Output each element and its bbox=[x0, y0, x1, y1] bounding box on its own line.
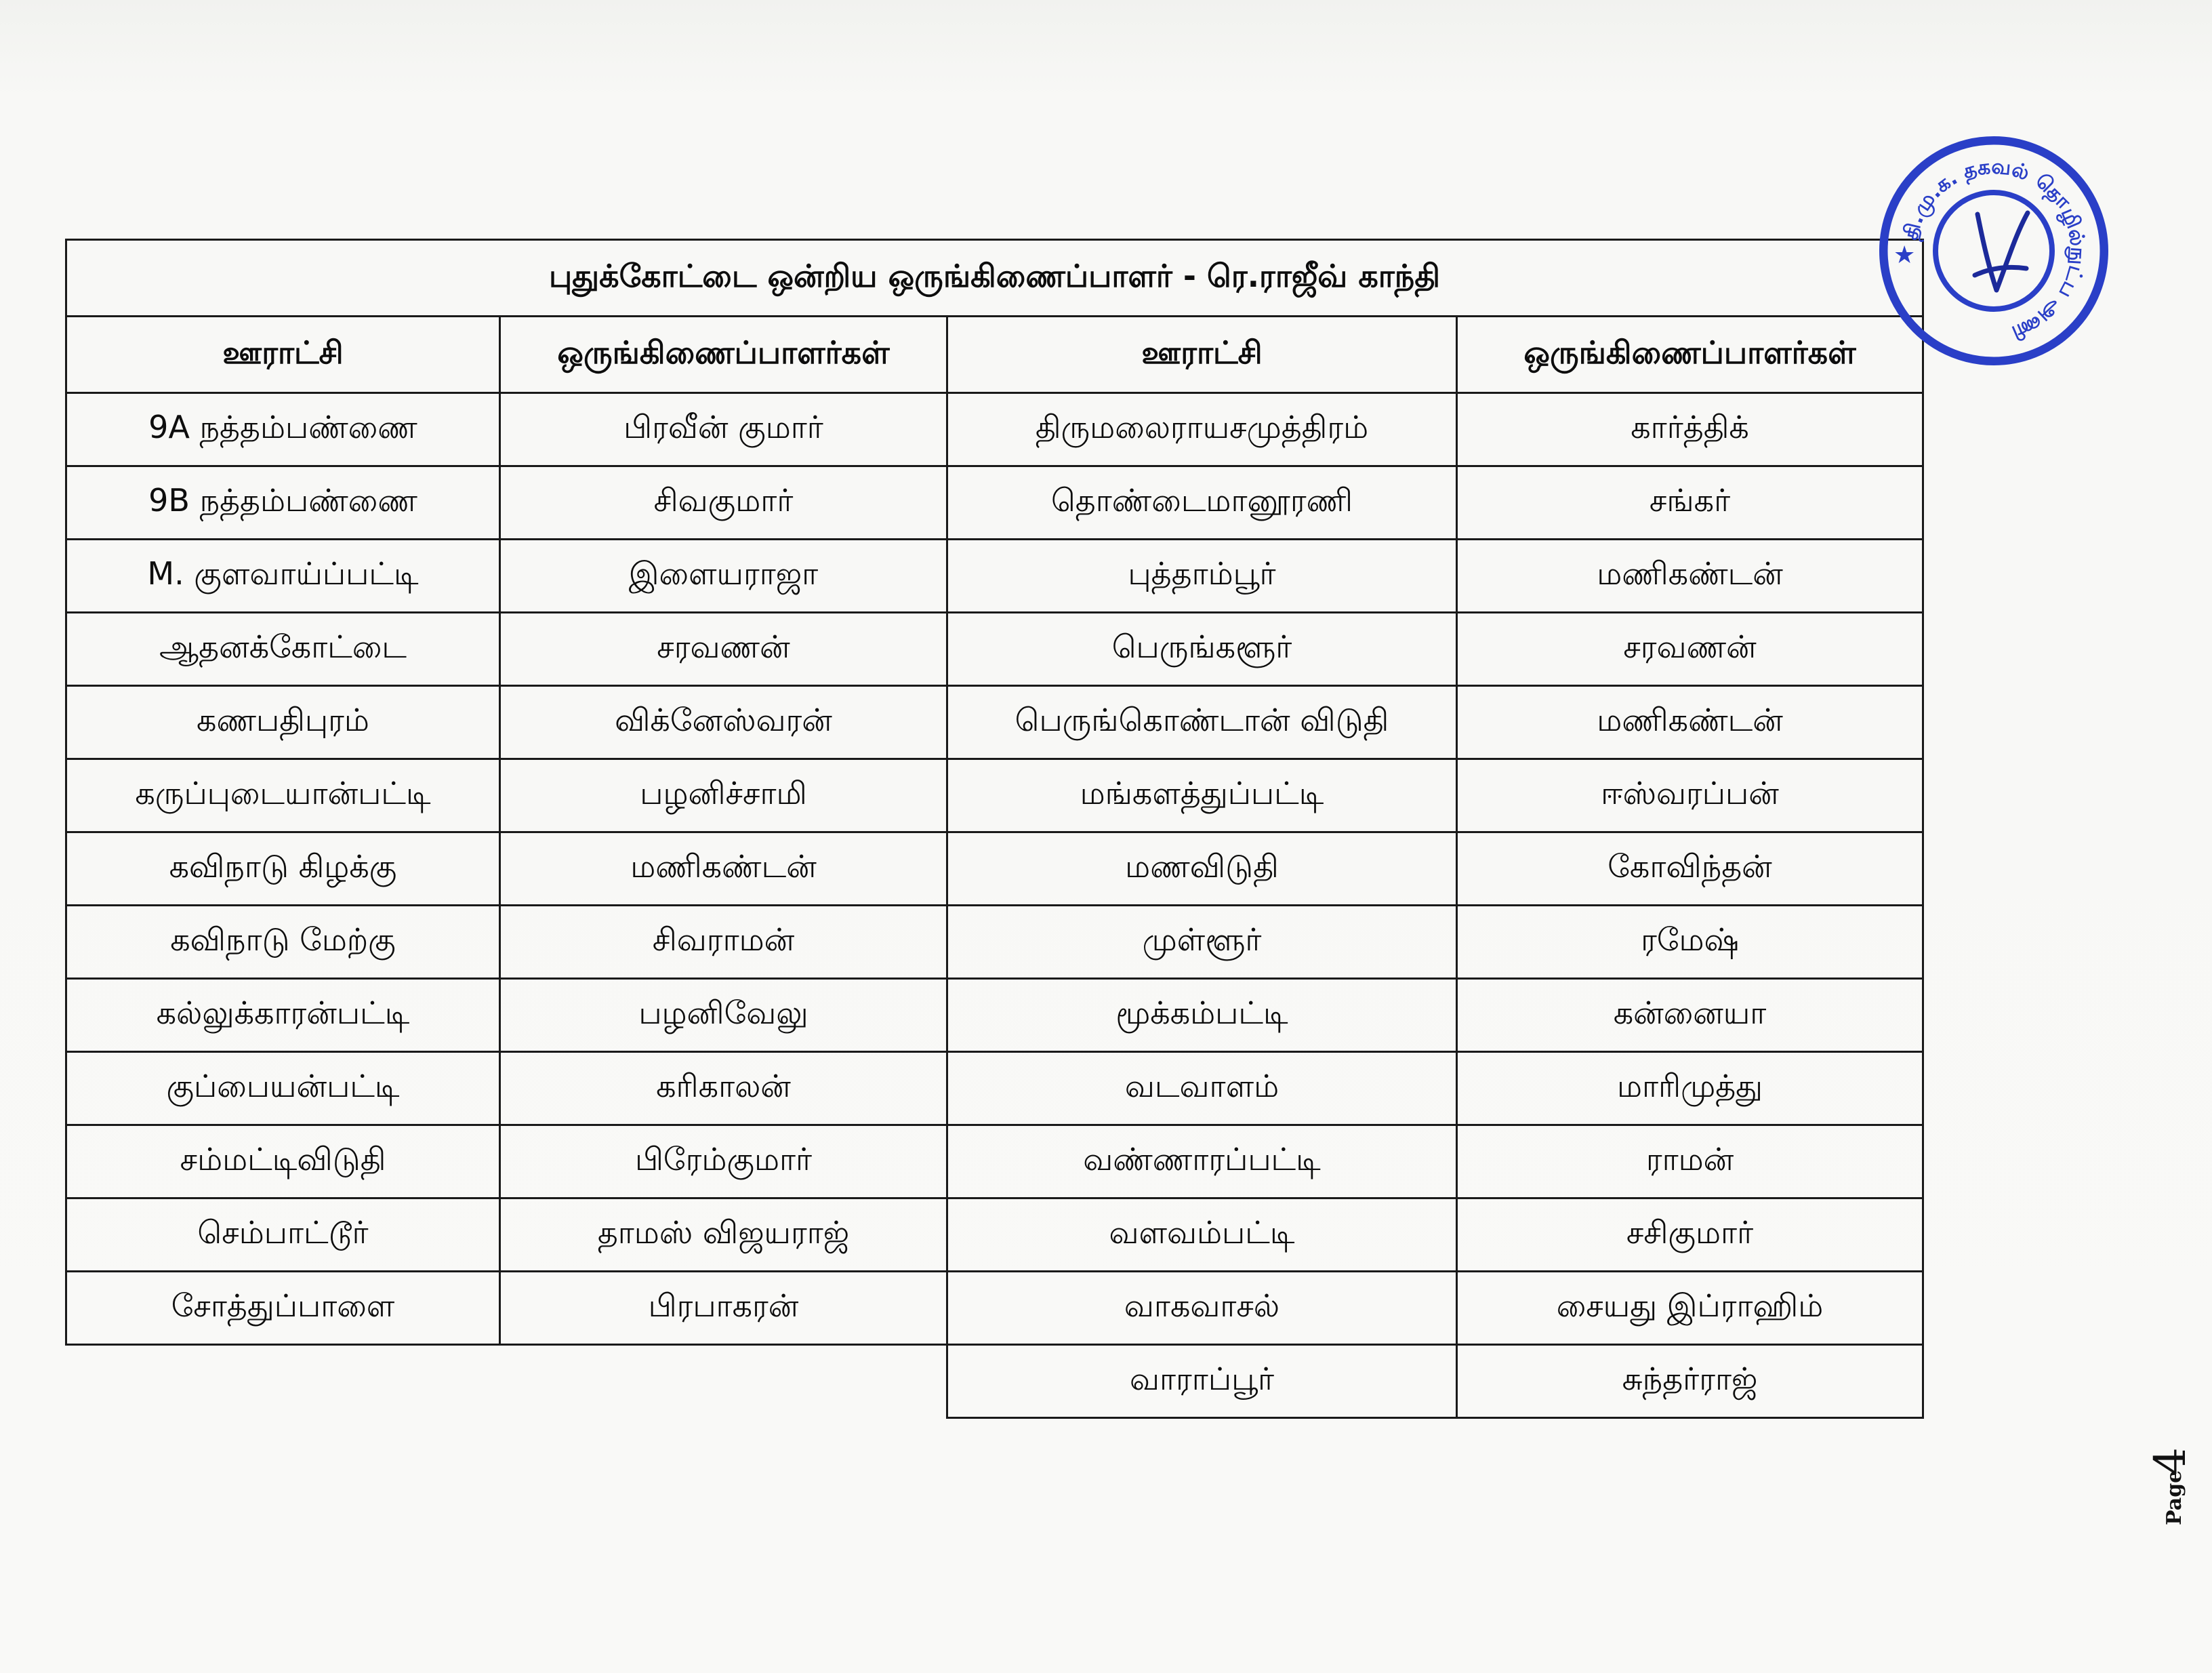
table-row bbox=[66, 1345, 1923, 1418]
panchayat-2-cell: மூக்கம்பட்டி bbox=[947, 979, 1457, 1052]
coordinator-1-cell: பழனிச்சாமி bbox=[500, 759, 947, 832]
coordinator-2-cell: சையது இப்ராஹிம் bbox=[1457, 1272, 1923, 1345]
panchayat-1-cell: ஆதனக்கோட்டை bbox=[66, 613, 500, 686]
table-title: புதுக்கோட்டை ஒன்றிய ஒருங்கிணைப்பாளர் - ரெ.ராஜீவ் காந்தி bbox=[66, 240, 1923, 317]
panchayat-1-cell: கல்லுக்காரன்பட்டி bbox=[66, 979, 500, 1052]
panchayat-1-cell: 9B நத்தம்பண்ணை bbox=[66, 466, 500, 540]
table-row bbox=[66, 613, 1923, 686]
panchayat-1-cell: சம்மட்டிவிடுதி bbox=[66, 1125, 500, 1198]
coordinator-2-cell: சரவணன் bbox=[1457, 613, 1923, 686]
panchayat-1-cell: கருப்புடையான்பட்டி bbox=[66, 759, 500, 832]
panchayat-1-cell: செம்பாட்டூர் bbox=[66, 1198, 500, 1272]
panchayat-2-cell: வளவம்பட்டி bbox=[947, 1198, 1457, 1272]
coordinator-2-cell: மாரிமுத்து bbox=[1457, 1052, 1923, 1125]
table-header-row bbox=[66, 317, 1923, 393]
coordinator-2-cell: ராமன் bbox=[1457, 1125, 1923, 1198]
coordinator-2-cell: கோவிந்தன் bbox=[1457, 832, 1923, 906]
panchayat-2-cell: பெருங்களூர் bbox=[947, 613, 1457, 686]
table-row bbox=[66, 540, 1923, 613]
panchayat-1-cell: M. குளவாய்ப்பட்டி bbox=[66, 540, 500, 613]
panchayat-2-cell: தொண்டைமானூரணி bbox=[947, 466, 1457, 540]
coordinator-table bbox=[65, 239, 1924, 1419]
seal-text: தி.மு.க. தகவல் தொழில்நுட்ப அணி bbox=[1898, 155, 2090, 345]
panchayat-2-cell: மங்களத்துப்பட்டி bbox=[947, 759, 1457, 832]
panchayat-2-cell: திருமலைராயசமுத்திரம் bbox=[947, 393, 1457, 466]
page-word: Page bbox=[2163, 1470, 2186, 1525]
panchayat-1-cell: 9A நத்தம்பண்ணை bbox=[66, 393, 500, 466]
coordinator-2-cell: சுந்தர்ராஜ் bbox=[1457, 1345, 1923, 1418]
coordinator-1-cell: தாமஸ் விஜயராஜ் bbox=[500, 1198, 947, 1272]
table-title-row bbox=[66, 240, 1923, 317]
panchayat-2-cell: பெருங்கொண்டான் விடுதி bbox=[947, 686, 1457, 759]
panchayat-1-cell: குப்பையன்பட்டி bbox=[66, 1052, 500, 1125]
seal-signature-icon bbox=[1975, 213, 2028, 290]
coordinator-2-cell: ரமேஷ் bbox=[1457, 906, 1923, 979]
header-panchayat-1: ஊராட்சி bbox=[66, 317, 500, 393]
table-row bbox=[66, 1272, 1923, 1345]
coordinator-1-cell: பழனிவேலு bbox=[500, 979, 947, 1052]
panchayat-1-cell: சோத்துப்பாளை bbox=[66, 1272, 500, 1345]
panchayat-2-cell: வாராப்பூர் bbox=[947, 1345, 1457, 1418]
panchayat-2-cell: முள்ளூர் bbox=[947, 906, 1457, 979]
coordinator-2-cell: சங்கர் bbox=[1457, 466, 1923, 540]
coordinator-1-cell: மணிகண்டன் bbox=[500, 832, 947, 906]
coordinator-1-cell: இளையராஜா bbox=[500, 540, 947, 613]
svg-text:தி.மு.க. தகவல் தொழில்நுட்ப அணி bbox=[1899, 155, 2090, 344]
coordinator-2-cell: கன்னையா bbox=[1457, 979, 1923, 1052]
party-seal-stamp bbox=[1876, 133, 2112, 369]
panchayat-2-cell: வாகவாசல் bbox=[947, 1272, 1457, 1345]
panchayat-2-cell: வண்ணாரப்பட்டி bbox=[947, 1125, 1457, 1198]
coordinator-1-cell: கரிகாலன் bbox=[500, 1052, 947, 1125]
panchayat-1-cell: கவிநாடு மேற்கு bbox=[66, 906, 500, 979]
coordinator-2-cell: மணிகண்டன் bbox=[1457, 686, 1923, 759]
table-row bbox=[66, 1125, 1923, 1198]
coordinator-1-cell: பிரபாகரன் bbox=[500, 1272, 947, 1345]
coordinator-2-cell: ஈஸ்வரப்பன் bbox=[1457, 759, 1923, 832]
table-body bbox=[66, 393, 1923, 1418]
header-coordinators-1: ஒருங்கிணைப்பாளர்கள் bbox=[500, 317, 947, 393]
table-row bbox=[66, 979, 1923, 1052]
panchayat-2-cell: புத்தாம்பூர் bbox=[947, 540, 1457, 613]
coordinator-1-cell: சிவகுமார் bbox=[500, 466, 947, 540]
table-row bbox=[66, 466, 1923, 540]
coordinator-1-cell bbox=[500, 1345, 947, 1418]
coordinator-1-cell: பிரவீன் குமார் bbox=[500, 393, 947, 466]
table-row bbox=[66, 1198, 1923, 1272]
panchayat-2-cell: வடவாளம் bbox=[947, 1052, 1457, 1125]
coordinator-2-cell: சசிகுமார் bbox=[1457, 1198, 1923, 1272]
table-row bbox=[66, 1052, 1923, 1125]
coordinator-1-cell: விக்னேஸ்வரன் bbox=[500, 686, 947, 759]
coordinator-2-cell: மணிகண்டன் bbox=[1457, 540, 1923, 613]
header-coordinators-2: ஒருங்கிணைப்பாளர்கள் bbox=[1457, 317, 1923, 393]
panchayat-1-cell: கணபதிபுரம் bbox=[66, 686, 500, 759]
table-row bbox=[66, 906, 1923, 979]
table-row bbox=[66, 393, 1923, 466]
page-number: 4 bbox=[2146, 1447, 2196, 1475]
page-number-label bbox=[2142, 1396, 2203, 1532]
table-row bbox=[66, 832, 1923, 906]
table-row bbox=[66, 759, 1923, 832]
coordinator-2-cell: கார்த்திக் bbox=[1457, 393, 1923, 466]
panchayat-1-cell bbox=[66, 1345, 500, 1418]
coordinator-1-cell: பிரேம்குமார் bbox=[500, 1125, 947, 1198]
header-panchayat-2: ஊராட்சி bbox=[947, 317, 1457, 393]
panchayat-2-cell: மணவிடுதி bbox=[947, 832, 1457, 906]
panchayat-1-cell: கவிநாடு கிழக்கு bbox=[66, 832, 500, 906]
coordinator-1-cell: சிவராமன் bbox=[500, 906, 947, 979]
coordinator-1-cell: சரவணன் bbox=[500, 613, 947, 686]
table-row bbox=[66, 686, 1923, 759]
svg-text:★: ★ bbox=[1893, 241, 1916, 269]
